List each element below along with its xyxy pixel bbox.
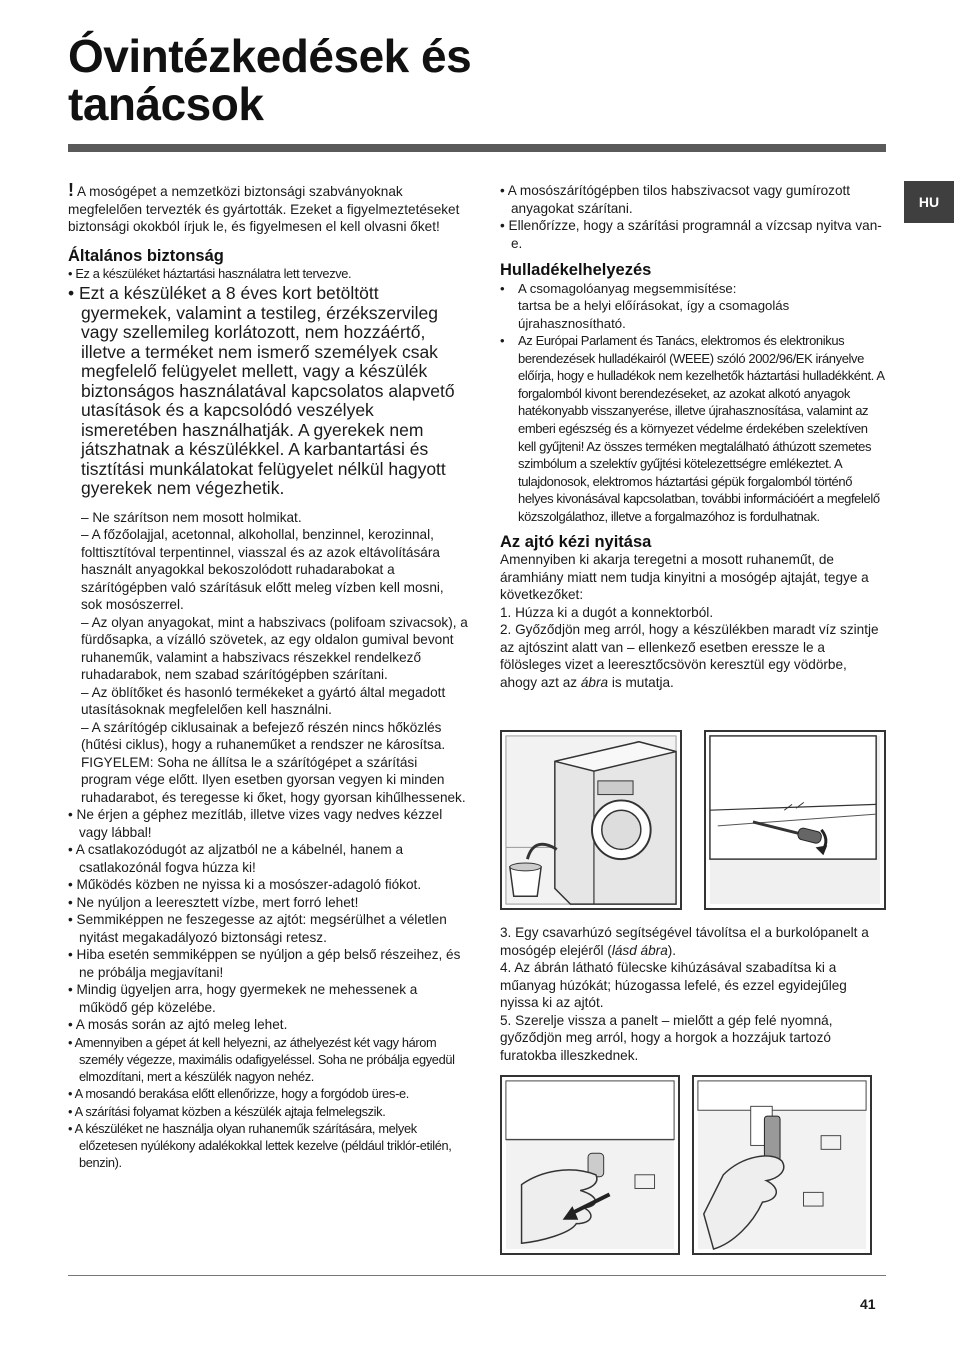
warning-text: FIGYELEM: Soha ne állítsa le a szárítógépet a szárítási program vége előtt. Ilyen esetben gyorsan vegyen ki minden ruhadarabot, és teregesse ki őket, hogy gyorsan kihűlhessenek. [81,754,466,805]
safety-bullet: • A csatlakozódugót az aljzatból ne a kábelnél, hanem a csatlakozónál fogva húzza ki! [68,842,404,875]
door-steps-continued [500,924,886,1064]
dash-item: – Ne szárítson nem mosott holmikat. [81,509,302,525]
safety-bullet: • A mosás során az ajtó meleg lehet. [68,1017,288,1033]
dryer-bullet: • A mosószárítógépben tilos habszivacsot vagy gumírozott anyagokat szárítani. [500,183,851,216]
figure-screwdriver-panel [704,730,886,910]
safety-bullet: • Amennyiben a gépet át kell helyezni, az áthelyezést két vagy három személy végezze, maximális odafigyeléssel. Soha ne próbálja egyedül elmozdítani, mert a készülék nagyon nehéz. [68,1034,455,1085]
title-rule [68,144,886,152]
door-step-1: 1. Húzza ki a dugót a konnektorból. [500,604,714,620]
disposal-item: • Az Európai Parlament és Tanács, elektromos és elektronikus berendezések hulladékairól (WEEE) szóló 2002/96/EK irányelve előírja, hogy e hulladékok nem kezelhetők háztartási hulladékként. A forgalomból kivont berendezéseket, az azokat alkotó anyagok hatékonyabb visszanyerése, illetve újrahasznosítása, valamint az emberi egészség és a környezet védelme érdekében szelektíven kell gyűjteni! Az összes terméken megtalálható áthúzott szemetes szimbólum a szelektív gyűjtési kötelezettségre emlékeztet. A tulajdonosok, elektromos háztartási gépük forgalomból történő helyes kivonásával kapcsolatban, további információért a megfelelő közszolgálathoz, illetve a forgalmazóhoz is fordulhatnak. [500,333,884,524]
dryer-bullet: • Ellenőrízze, hogy a szárítási programnál a vízcsap nyitva van-e. [500,218,882,251]
warning-mark: ! [68,180,74,200]
door-step-3: 3. Egy csavarhúzó segítségével távolítsa el a burkolópanelt a mosógép elejéről (lásd ábra). [500,925,869,958]
washing-machine-drain-illustration [502,732,680,908]
general-item-children: • Ezt a készüléket a 8 éves kort betöltött gyermekek, valamint a testileg, érzékszervileg vagy szellemileg korlátozott, nem hozzáértő, illetve a terméket nem ismerő személyek csak megfelelő felügyelet mellett, vagy a készülék biztonságos használatával kapcsolatos alapvető utasítások és a kapcsolódó veszélyek ismeretében használhatják. A gyerekek nem játszhatnak a készülékkel. A karbantartási és tisztítási munkálatokat felügyelet nélkül hagyott gyerekek nem végezhetik. [68,283,455,499]
door-intro: Amennyiben ki akarja teregetni a mosott ruhaneműt, de áramhiány miatt nem tudja kinyitni a mosógép ajtaját, tegye a következőket: [500,552,869,603]
title-line-2: tanácsok [68,78,264,130]
door-step-4: 4. Az ábrán látható fülecske kihúzásával szabadítsa ki a műanyag húzókát; húzogassa lefelé, és ezzel egyidejűleg nyissa ki az ajtót. [500,960,847,1010]
pull-tab-hand-illustration [502,1077,678,1253]
page-title [68,32,471,128]
safety-bullet: • A mosandó berakása előtt ellenőrizze, hogy a forgódob üres-e. [68,1086,409,1102]
dash-item: – A főzőolajjal, acetonnal, alkohollal, benzinnel, kerozinnal, folttisztítóval terpentinnel, viasszal és az azok eltávolítására használt anyagokkal bekoszolódott ruhadarabokat a szárítógépben való szárításuk előtt meleg vízben kell mosni, sok mosószerrel. [81,527,444,613]
intro-paragraph: ! A mosógépet a nemzetközi biztonsági szabványoknak megfelelően tervezték és gyártották. Ezeket a figyelmeztetéseket biztonsági okokból írjuk le, és figyelmesen el kell olvasni őket! [68,180,460,234]
title-line-1: Óvintézkedések és [68,30,472,82]
safety-bullet: • Működés közben ne nyissa ki a mosószer-adagoló fiókot. [68,877,422,893]
disposal-item: • A csomagolóanyag megsemmisítése: tartsa be a helyi előírásokat, így a csomagolás újrahasznosítható. [500,280,790,331]
safety-bullet: • Semmiképpen ne feszegesse az ajtót: megsérülhet a véletlen nyitást megakadályozó biztonsági retesz. [68,912,447,945]
safety-bullet: • Ne nyúljon a leeresztett vízbe, mert forró lehet! [68,894,359,910]
page-number: 41 [860,1296,876,1312]
door-step-2: 2. Győződjön meg arról, hogy a készülékben maradt víz szintje az ajtószint alatt van – ellenkező esetben eressze le a fölösleges vizet a leeresztőcsövön keresztül egy vödörbe, ahogy azt az ábra is mutatja. [500,622,879,690]
safety-bullet: • A készüléket ne használja olyan ruhaneműk szárítására, melyek előzetesen nyúlékony adalékokkal lettek kezelve (például triklór-etilén, benzin). [68,1120,452,1171]
footer-rule [68,1275,886,1276]
dash-item: – Az olyan anyagokat, mint a habszivacs (polifoam szivacsok), a fürdősapka, a vízálló szövetek, az egy oldalon gumival bevont ruhaneműk, valamint a habszivacs részekkel rendelkező ruhadarabok, nem szabad szárítógépben szárítani. [81,614,468,683]
figure-drain-hose [500,730,682,910]
door-heading: Az ajtó kézi nyitása [500,532,652,551]
door-step-5: 5. Szerelje vissza a panelt – mielőtt a gép felé nyomná, győződjön meg arról, hogy a horgok a hozzájuk tartozó furatokba illeszkednek. [500,1012,833,1063]
safety-bullet: • A szárítási folyamat közben a készülék ajtaja felmelegszik. [68,1103,386,1119]
dash-item: – A szárítógép ciklusainak a befejező részén nincs hőközlés (hűtési ciklus), hogy a ruhaneműket a rendszer ne károsítsa. [81,719,446,753]
figure-open-door [692,1075,872,1255]
general-item: • Ez a készüléket háztartási használatra lett tervezve. [68,266,352,281]
language-tab: HU [904,181,954,223]
figure-pull-tab [500,1075,680,1255]
dash-item: – Az öblítőket és hasonló termékeket a gyártó által megadott utasításoknak megfelelően kell használni. [81,684,446,718]
right-column [500,182,886,691]
open-door-hand-illustration [694,1077,870,1253]
screwdriver-panel-illustration [706,732,884,908]
disposal-heading: Hulladékelhelyezés [500,261,652,279]
safety-bullet: • Ne érjen a géphez mezítláb, illetve vizes vagy nedves kézzel vagy lábbal! [68,807,443,840]
safety-bullet: • Mindig ügyeljen arra, hogy gyermekek ne mehessenek a működő gép közelébe. [68,982,418,1015]
general-safety-heading: Általános biztonság [68,246,224,265]
left-column [68,182,468,1171]
safety-bullet: • Hiba esetén semmiképpen se nyúljon a gép belső részeihez, és ne próbálja megjavítani! [68,947,461,980]
